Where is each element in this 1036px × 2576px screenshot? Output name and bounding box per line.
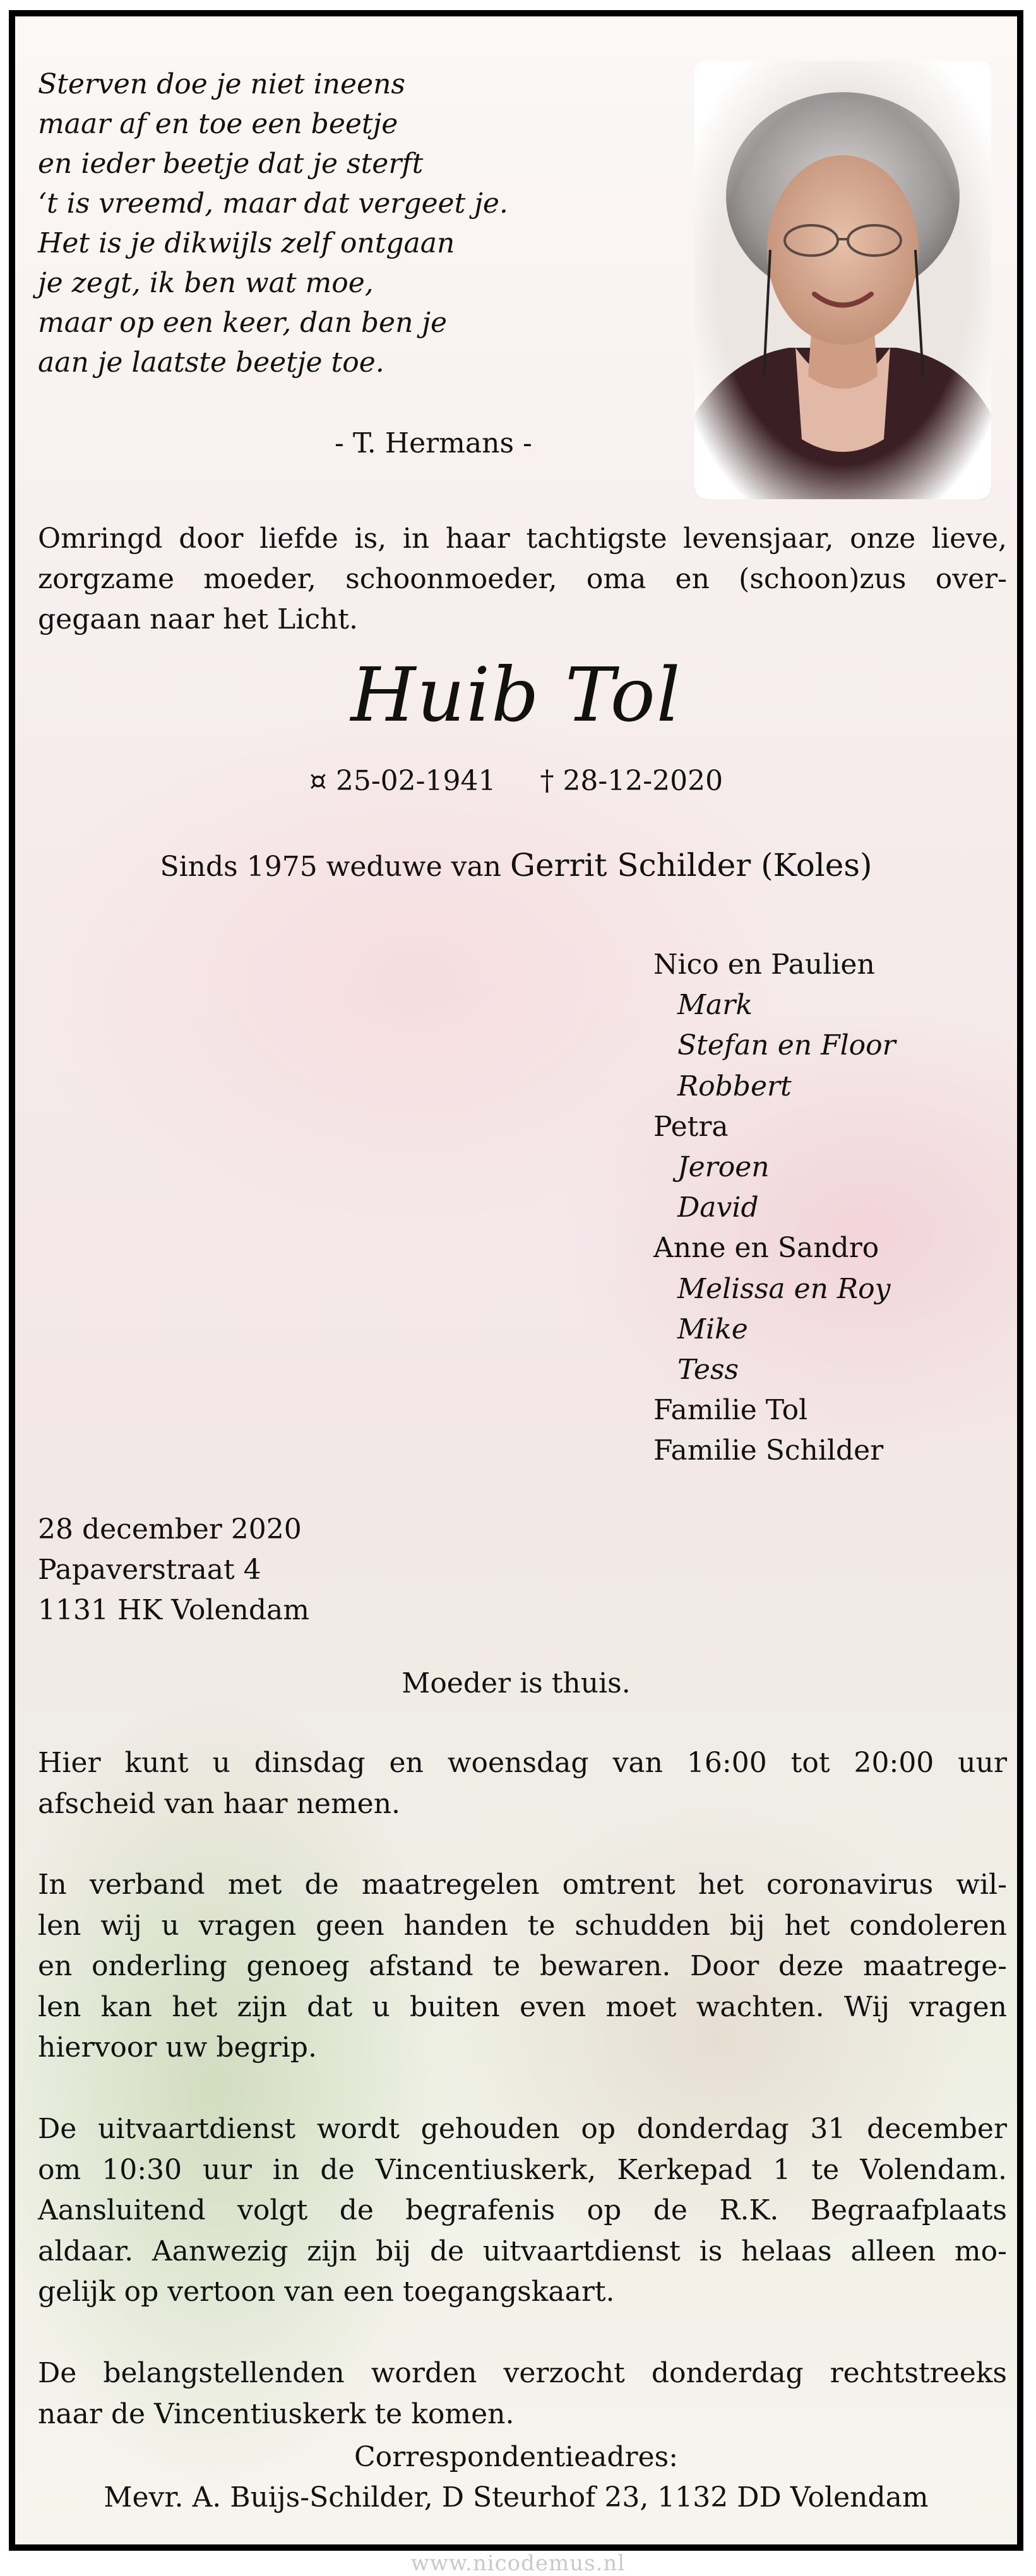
service-paragraph xyxy=(38,2109,1007,2313)
widow-line xyxy=(38,847,994,883)
paragraph-line: om 10:30 uur in de Vincentiuskerk, Kerkepad 1 te Volendam. xyxy=(38,2153,1007,2186)
address-date: 28 december 2020 xyxy=(38,1513,302,1545)
grandchild-entry: David xyxy=(677,1191,759,1224)
correspondence-label: Correspondentieadres: xyxy=(354,2441,679,2473)
paragraph-line: afscheid van haar nemen. xyxy=(38,1787,401,1820)
paragraph-line: len kan het zijn dat u buiten even moet wachten. Wij vragen xyxy=(38,1990,1007,2023)
watermark: www.nicodemus.nl xyxy=(410,2551,626,2576)
paragraph-line: hiervoor uw begrip. xyxy=(38,2031,317,2064)
family-list xyxy=(653,945,896,1472)
paragraph-line: In verband met de maatregelen omtrent het coronavirus wil- xyxy=(38,1869,1007,1901)
paragraph-line: Hier kunt u dinsdag en woensdag van 16:00 tot 20:00 uur xyxy=(38,1747,1007,1779)
poem-line: en ieder beetje dat je sterft xyxy=(38,148,424,180)
paragraph-line: gelijk op vertoon van een toegangskaart. xyxy=(38,2276,615,2308)
paragraph-line: De uitvaartdienst wordt gehouden op donderdag 31 december xyxy=(38,2113,1007,2145)
grandchild-entry: Mike xyxy=(677,1313,748,1345)
card-content xyxy=(38,39,1007,2522)
address-city: 1131 HK Volendam xyxy=(38,1594,309,1626)
portrait-photo xyxy=(694,61,991,499)
intro-line: Omringd door liefde is, in haar tachtigste levensjaar, onze lieve, xyxy=(38,523,1007,555)
direct-paragraph xyxy=(38,2353,1007,2435)
poem-line: maar op een keer, dan ben je xyxy=(38,307,448,339)
spouse-name: Gerrit Schilder (Koles) xyxy=(510,847,872,883)
paragraph-line: De belangstellenden worden verzocht donderdag rechtstreeks xyxy=(38,2357,1007,2389)
poem-line: Het is je dikwijls zelf ontgaan xyxy=(38,227,455,259)
poem-author: - T. Hermans - xyxy=(335,427,532,459)
family-entry: Petra xyxy=(653,1110,729,1143)
grandchild-entry: Stefan en Floor xyxy=(677,1029,896,1062)
paragraph-line: en onderling genoeg afstand te bewaren. Door deze maatrege- xyxy=(38,1950,1007,1982)
correspondence-address: Mevr. A. Buijs-Schilder, D Steurhof 23, 1132 DD Volendam xyxy=(104,2481,929,2514)
family-entry: Familie Tol xyxy=(653,1394,808,1427)
widow-prefix: Sinds 1975 weduwe van xyxy=(160,851,502,883)
grandchild-entry: Mark xyxy=(677,989,753,1022)
poem-line: aan je laatste beetje toe. xyxy=(38,346,384,379)
poem xyxy=(38,64,657,382)
paragraph-line: len wij u vragen geen handen te schudden bij het condoleren xyxy=(38,1909,1007,1942)
intro-text xyxy=(38,519,1007,640)
corona-paragraph xyxy=(38,1865,1007,2069)
intro-line: gegaan naar het Licht. xyxy=(38,603,358,635)
life-dates xyxy=(38,765,994,797)
birth-date: ¤ 25-02-1941 xyxy=(309,765,496,797)
grandchild-entry: Melissa en Roy xyxy=(677,1272,891,1305)
poem-line: je zegt, ik ben wat moe, xyxy=(38,267,374,299)
home-note: Moeder is thuis. xyxy=(402,1667,631,1699)
intro-line: zorgzame moeder, schoonmoeder, oma en (schoon)zus over- xyxy=(38,563,1007,595)
poem-line: ‘t is vreemd, maar dat vergeet je. xyxy=(38,187,508,220)
poem-line: maar af en toe een beetje xyxy=(38,108,398,140)
paragraph-line: Aansluitend volgt de begrafenis op de R.K. Begraafplaats xyxy=(38,2194,1007,2226)
obituary-card xyxy=(9,10,1023,2551)
portrait-illustration xyxy=(694,61,991,499)
family-entry: Familie Schilder xyxy=(653,1434,884,1467)
correspondence xyxy=(38,2437,994,2518)
home-address xyxy=(38,1510,309,1631)
grandchild-entry: Jeroen xyxy=(677,1151,770,1184)
grandchild-entry: Tess xyxy=(677,1354,739,1386)
deceased-name: Huib Tol xyxy=(350,651,682,738)
address-street: Papaverstraat 4 xyxy=(38,1554,261,1586)
death-date: † 28-12-2020 xyxy=(540,765,723,797)
viewing-paragraph xyxy=(38,1743,1007,1824)
family-entry: Anne en Sandro xyxy=(653,1232,879,1265)
poem-line: Sterven doe je niet ineens xyxy=(38,68,405,100)
paragraph-line: aldaar. Aanwezig zijn bij de uitvaartdienst is helaas alleen mo- xyxy=(38,2235,1007,2267)
family-entry: Nico en Paulien xyxy=(653,948,875,981)
grandchild-entry: Robbert xyxy=(677,1070,792,1102)
paragraph-line: naar de Vincentiuskerk te komen. xyxy=(38,2397,515,2430)
